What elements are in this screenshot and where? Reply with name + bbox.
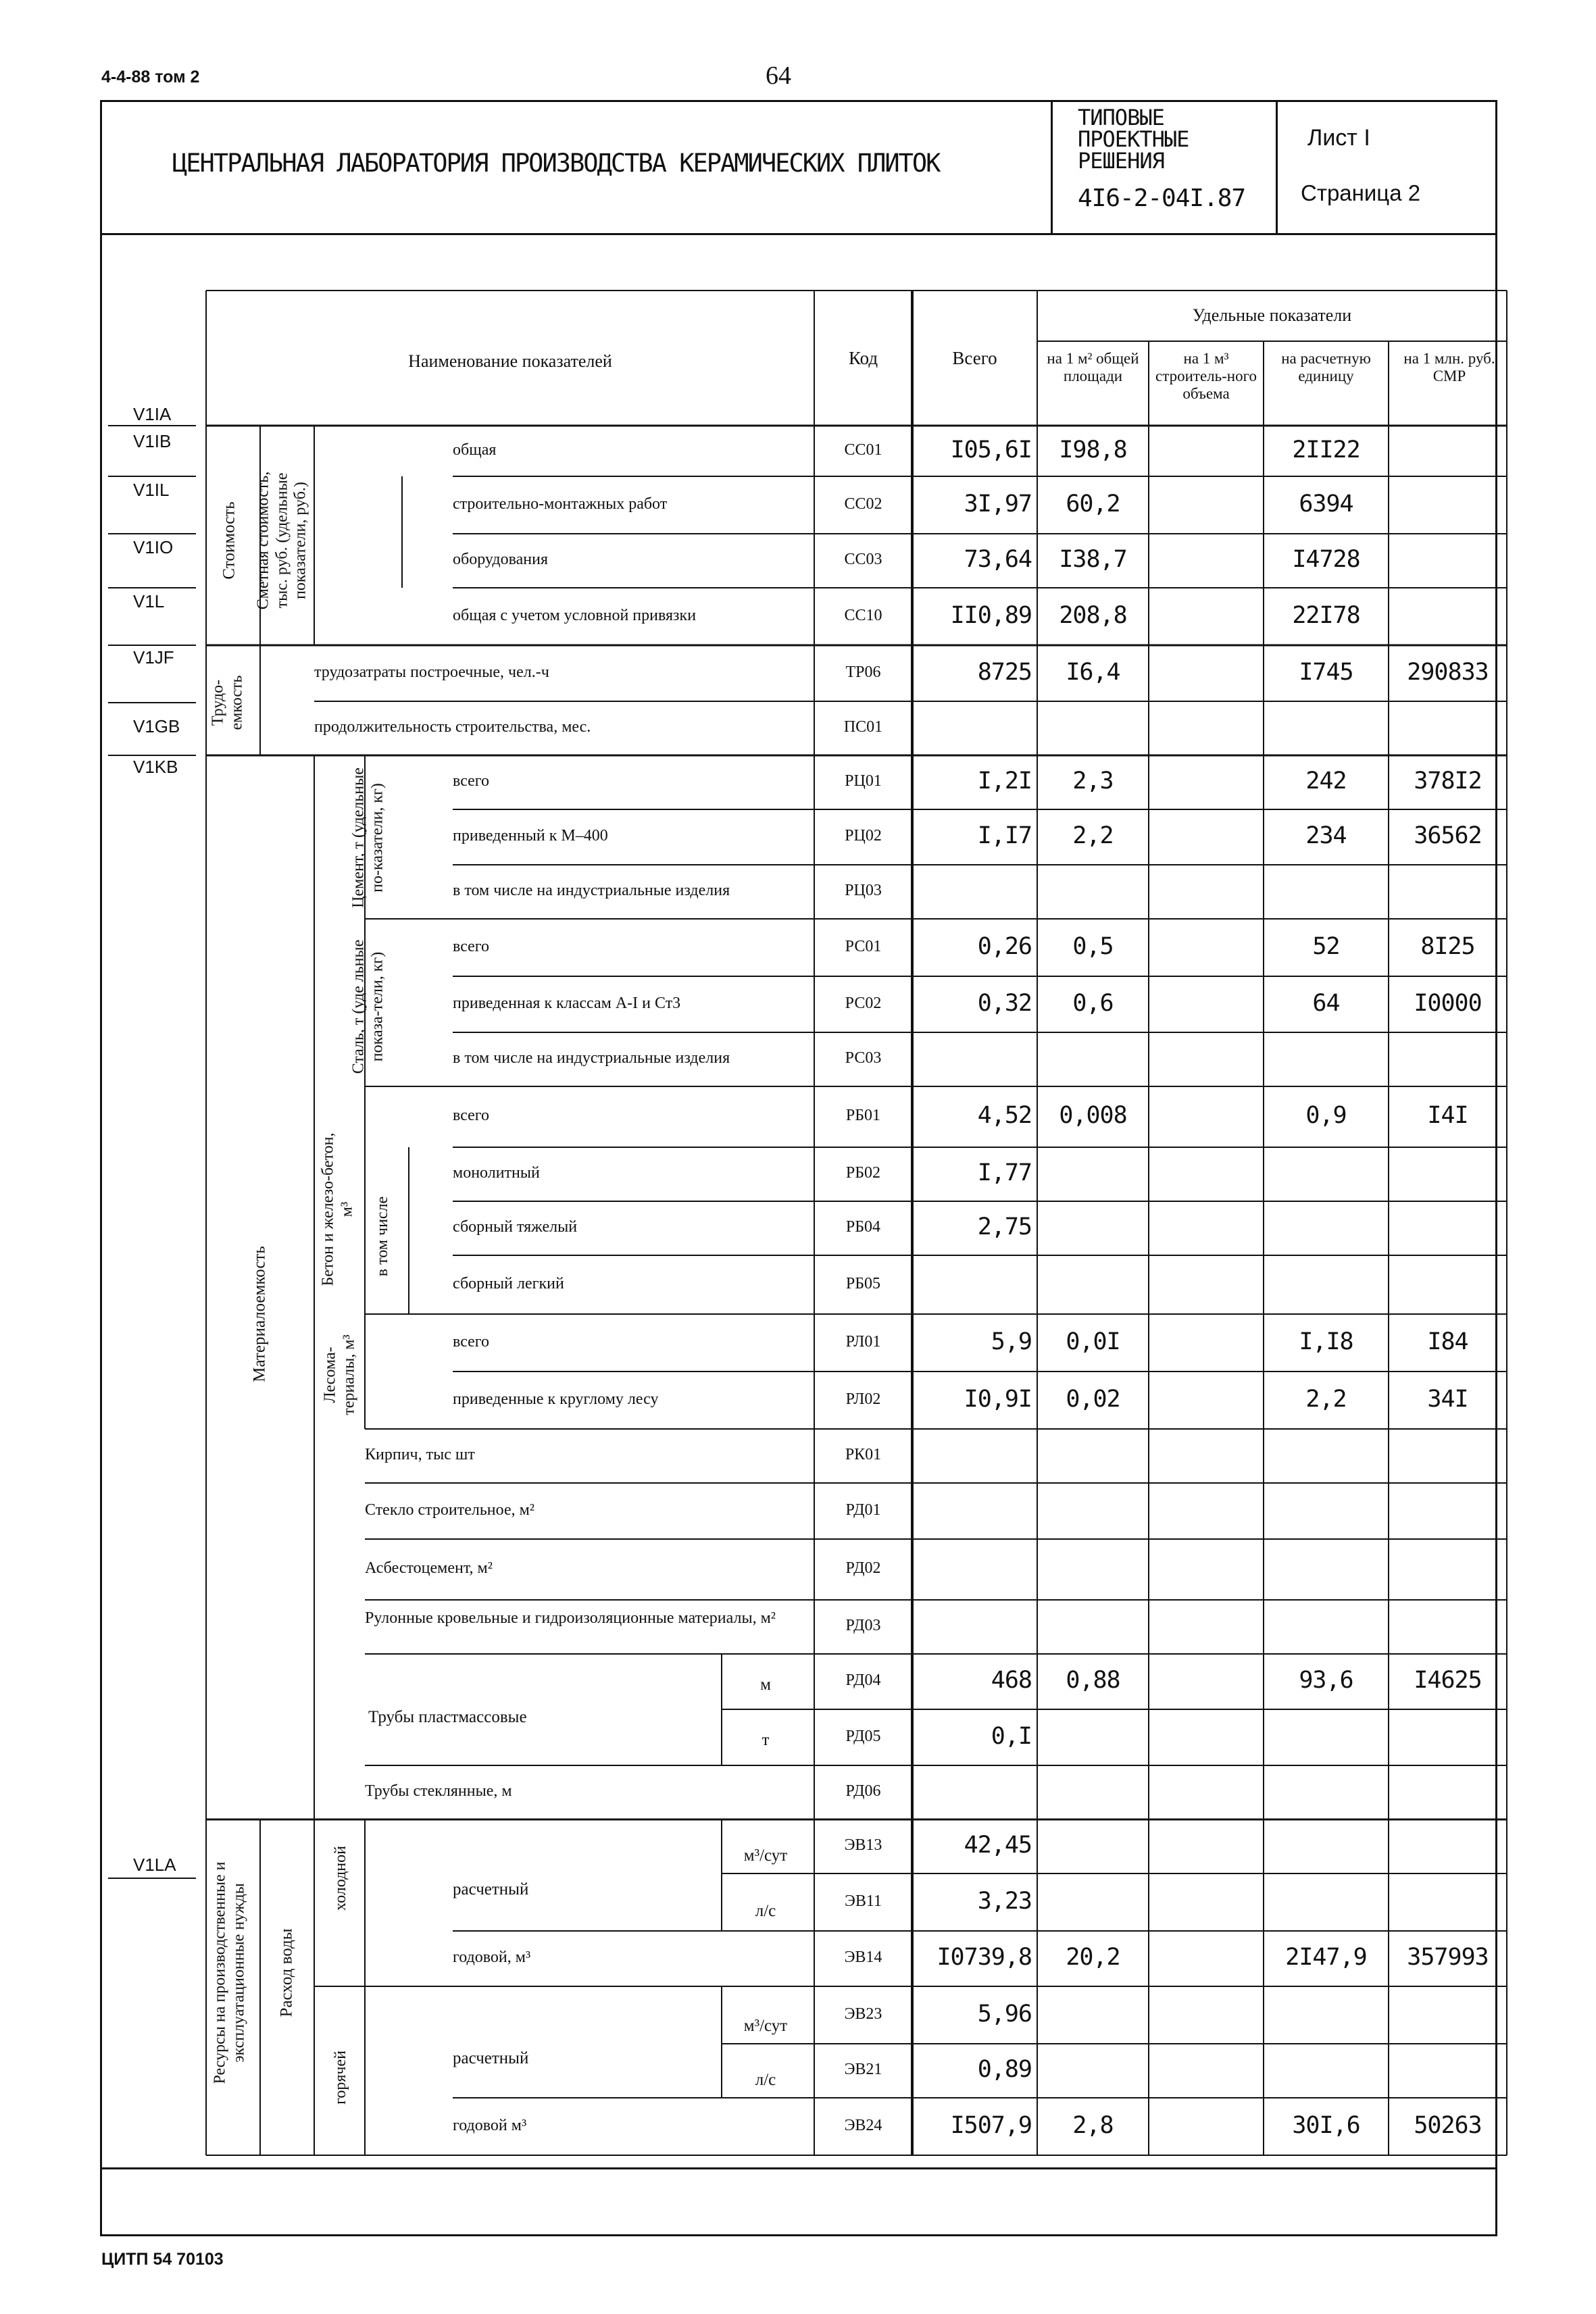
row-value-total: I05,6I <box>950 436 1032 463</box>
row-value-total: 3I,97 <box>964 490 1032 518</box>
row-value-m2: 0,5 <box>1072 932 1114 960</box>
project-code: 4I6-2-04I.87 <box>1078 184 1246 212</box>
header-total: Всего <box>952 348 997 368</box>
row-value-unit: 52 <box>1312 932 1340 960</box>
hot-unit-ls: л/с <box>755 2071 776 2089</box>
row-code: РД03 <box>845 1617 881 1635</box>
group-concrete: Бетон и железо-бетон, м³ <box>319 1132 355 1286</box>
hot-calc-label: расчетный <box>453 2049 529 2067</box>
margin-code: V1GB <box>133 716 180 736</box>
row-code: РД06 <box>845 1782 881 1801</box>
row-name: всего <box>453 1107 490 1125</box>
row-name: приведенные к круглому лесу <box>453 1390 659 1408</box>
header-per-unit: на расчетную единицу <box>1281 350 1371 384</box>
group-cement: Цемент, т (удельные по-казатели, кг) <box>349 768 386 908</box>
title-text: ЦЕНТРАЛЬНАЯ ЛАБОРАТОРИЯ ПРОИЗВОДСТВА КЕРАМИЧЕСКИХ ПЛИТОК <box>172 149 940 178</box>
row-value-mln: 357993 <box>1407 1944 1489 1971</box>
row-value-total: 468 <box>991 1667 1032 1694</box>
group-hot: горячей <box>332 2051 350 2105</box>
row-value-total: 4,52 <box>977 1102 1032 1130</box>
row-value-unit: 242 <box>1305 768 1347 795</box>
row-value-total: I507,9 <box>950 2111 1032 2139</box>
group-cost: Стоимость <box>220 501 239 580</box>
row-value-mln: I0000 <box>1414 989 1482 1017</box>
row-code: РС01 <box>845 937 882 955</box>
row-code: ЭВ14 <box>844 1948 882 1967</box>
margin-code: V1KB <box>133 757 178 777</box>
row-value-total: 2,75 <box>977 1213 1032 1241</box>
row-value-m2: 0,6 <box>1072 989 1114 1017</box>
margin-code: V1IA <box>133 404 172 424</box>
page-number: 64 <box>766 61 791 90</box>
row-name: общая <box>453 441 497 459</box>
row-code: СС03 <box>844 551 882 569</box>
row-value-total: I,2I <box>977 768 1032 795</box>
group-timber: Лесома-териалы, м³ <box>321 1334 357 1415</box>
row-name: всего <box>453 937 490 955</box>
row-value-total: II0,89 <box>950 601 1032 629</box>
group-incl: в том числе <box>374 1196 392 1277</box>
cold-unit-ls: л/с <box>755 1902 776 1920</box>
row-code: РБ05 <box>845 1274 881 1292</box>
row-value-m2: I6,4 <box>1066 658 1120 686</box>
group-materials: Материалоемкость <box>250 1246 269 1382</box>
margin-code: V1L <box>133 591 165 611</box>
row-value-unit: I745 <box>1299 658 1353 686</box>
row-name: продолжительность строительства, мес. <box>314 718 591 736</box>
row-value-m2: 0,02 <box>1066 1385 1120 1413</box>
row-value-total: 0,32 <box>977 989 1032 1017</box>
row-code: РБ04 <box>845 1218 881 1236</box>
row-value-m2: 60,2 <box>1066 490 1120 518</box>
row-value-total: I,77 <box>977 1159 1032 1187</box>
row-value-m2: I38,7 <box>1059 546 1127 574</box>
header-specific: Удельные показатели <box>1192 305 1352 325</box>
row-code: ЭВ11 <box>845 1892 882 1910</box>
row-code: СС10 <box>844 606 882 624</box>
row-name: годовой, м³ <box>453 1948 531 1967</box>
margin-code: V1IO <box>133 537 174 557</box>
group-resources: Ресурсы на производственные и эксплуатационные нужды <box>211 1861 247 2084</box>
row-value-unit: I,I8 <box>1299 1328 1353 1355</box>
row-value-mln: I84 <box>1427 1328 1468 1355</box>
row-name: в том числе на индустриальные изделия <box>453 1049 730 1067</box>
row-value-total: 5,96 <box>977 2000 1032 2028</box>
row-value-mln: I4625 <box>1414 1667 1482 1694</box>
row-value-unit: 64 <box>1312 989 1340 1017</box>
margin-code: V1JF <box>133 647 174 668</box>
row-value-m2: 0,88 <box>1066 1667 1120 1694</box>
cold-calc-label: расчетный <box>453 1880 529 1898</box>
row-value-total: 0,26 <box>977 932 1032 960</box>
row-value-total: 42,45 <box>964 1832 1032 1859</box>
series-label: 4-4-88 том 2 <box>101 68 200 86</box>
row-name: приведенный к М–400 <box>453 827 608 845</box>
row-name: годовой м³ <box>453 2116 527 2134</box>
row-value-m2: 2,2 <box>1072 822 1114 850</box>
row-value-unit: 2II22 <box>1292 436 1360 463</box>
row-code: ТР06 <box>845 663 881 681</box>
cold-unit-m3day: м³/сут <box>743 1846 788 1865</box>
row-value-unit: 234 <box>1305 822 1347 850</box>
header-name: Наименование показателей <box>408 351 612 371</box>
row-name: приведенная к классам А-I и Ст3 <box>453 994 681 1012</box>
row-code: РЦ01 <box>845 772 882 790</box>
row-value-total: 0,89 <box>977 2056 1032 2084</box>
row-value-total: 8725 <box>977 658 1032 686</box>
row-value-m2: I98,8 <box>1059 436 1127 463</box>
row-name: оборудования <box>453 551 548 569</box>
row-value-m2: 20,2 <box>1066 1944 1120 1971</box>
row-value-total: 73,64 <box>964 546 1032 574</box>
row-value-mln: 8I25 <box>1420 932 1475 960</box>
group-water: Расход воды <box>277 1928 296 2017</box>
row-value-mln: 36562 <box>1414 822 1482 850</box>
row-name: Рулонные кровельные и гидроизоляционные материалы, м² <box>365 1609 776 1627</box>
row-value-m2: 0,0I <box>1066 1328 1120 1355</box>
row-value-total: I0739,8 <box>937 1944 1032 1971</box>
row-code: РЦ03 <box>845 882 882 900</box>
margin-code: V1IL <box>133 480 170 500</box>
row-name: всего <box>453 772 490 790</box>
row-value-total: 3,23 <box>977 1887 1032 1915</box>
footer-code: ЦИТП 54 70103 <box>101 2250 224 2269</box>
header-per-m3: на 1 м³ строитель-ного объема <box>1155 350 1257 402</box>
row-value-unit: 2I47,9 <box>1285 1944 1367 1971</box>
margin-code: V1LA <box>133 1855 176 1875</box>
margin-code: V1IB <box>133 431 172 451</box>
row-value-total: I0,9I <box>964 1385 1032 1413</box>
row-code: СС01 <box>844 441 882 459</box>
row-code: ЭВ21 <box>844 2061 882 2079</box>
row-code: ЭВ24 <box>844 2116 882 2134</box>
row-code: ЭВ13 <box>844 1836 882 1855</box>
row-code: РД01 <box>845 1501 881 1519</box>
row-value-mln: 50263 <box>1414 2111 1482 2139</box>
row-value-mln: 378I2 <box>1414 768 1482 795</box>
row-name: Стекло строительное, м² <box>365 1501 534 1519</box>
header-per-m2: на 1 м² общей площади <box>1047 350 1139 384</box>
header-per-mln: на 1 млн. руб. СМР <box>1403 350 1495 384</box>
unit-m: м <box>760 1676 771 1694</box>
page-label: Страница 2 <box>1301 180 1421 205</box>
unit-t: т <box>762 1731 770 1749</box>
row-code: РД05 <box>845 1727 881 1745</box>
row-value-m2: 2,3 <box>1072 768 1114 795</box>
row-value-unit: 0,9 <box>1305 1102 1347 1130</box>
row-code: РС03 <box>845 1049 882 1067</box>
group-steel: Сталь, т (уде льные показа-тели, кг) <box>349 939 386 1074</box>
row-value-m2: 0,008 <box>1059 1102 1127 1130</box>
row-value-unit: 2,2 <box>1305 1385 1347 1413</box>
project-type: ТИПОВЫЕ ПРОЕКТНЫЕ РЕШЕНИЯ <box>1078 105 1189 174</box>
row-name: общая с учетом условной привязки <box>453 606 697 624</box>
row-value-mln: 34I <box>1427 1385 1468 1413</box>
row-name: трудозатраты построечные, чел.-ч <box>314 663 549 681</box>
sheet-label: Лист I <box>1307 125 1370 151</box>
group-cold: холодной <box>332 1846 350 1911</box>
row-value-mln: 290833 <box>1407 658 1489 686</box>
row-code: РЛ02 <box>845 1390 881 1408</box>
row-name: Кирпич, тыс шт <box>365 1446 475 1464</box>
row-value-unit: 6394 <box>1299 490 1353 518</box>
row-value-m2: 2,8 <box>1072 2111 1114 2139</box>
group-estimate: Сметная стоимость, тыс. руб. (удельные показатели, руб.) <box>254 471 309 610</box>
row-value-mln: I4I <box>1427 1102 1468 1130</box>
row-name: Асбестоцемент, м² <box>365 1559 493 1578</box>
row-code: РД04 <box>845 1671 881 1690</box>
row-code: СС02 <box>844 495 882 513</box>
row-value-total: I,I7 <box>977 822 1032 850</box>
row-code: РК01 <box>845 1446 882 1464</box>
row-name: Трубы стеклянные, м <box>365 1782 512 1801</box>
row-name: сборный тяжелый <box>453 1218 578 1236</box>
row-code: РБ02 <box>845 1164 881 1182</box>
row-code: ЭВ23 <box>844 2005 882 2023</box>
row-value-m2: 208,8 <box>1059 601 1127 629</box>
group-labor: Трудо-емкость <box>209 675 245 730</box>
row-name: монолитный <box>453 1164 540 1182</box>
row-value-unit: 93,6 <box>1299 1667 1353 1694</box>
row-value-unit: 22I78 <box>1292 601 1360 629</box>
hot-unit-m3day: м³/сут <box>743 2017 788 2035</box>
row-name: строительно-монтажных работ <box>453 495 668 513</box>
row-value-unit: I4728 <box>1292 546 1360 574</box>
row-code: РД02 <box>845 1559 881 1578</box>
header-code: Код <box>848 348 878 368</box>
row-value-unit: 30I,6 <box>1292 2111 1360 2139</box>
row-value-total: 5,9 <box>991 1328 1032 1355</box>
row-value-total: 0,I <box>991 1722 1032 1750</box>
row-code: ПС01 <box>843 718 883 736</box>
row-code: РС02 <box>845 994 882 1012</box>
row-name: всего <box>453 1332 490 1351</box>
row-code: РБ01 <box>845 1107 881 1125</box>
row-name: в том числе на индустриальные изделия <box>453 882 730 900</box>
row-name: сборный легкий <box>453 1274 564 1292</box>
row-code: РЛ01 <box>845 1332 881 1351</box>
row-code: РЦ02 <box>845 827 882 845</box>
pipes-label: Трубы пластмассовые <box>368 1708 527 1726</box>
